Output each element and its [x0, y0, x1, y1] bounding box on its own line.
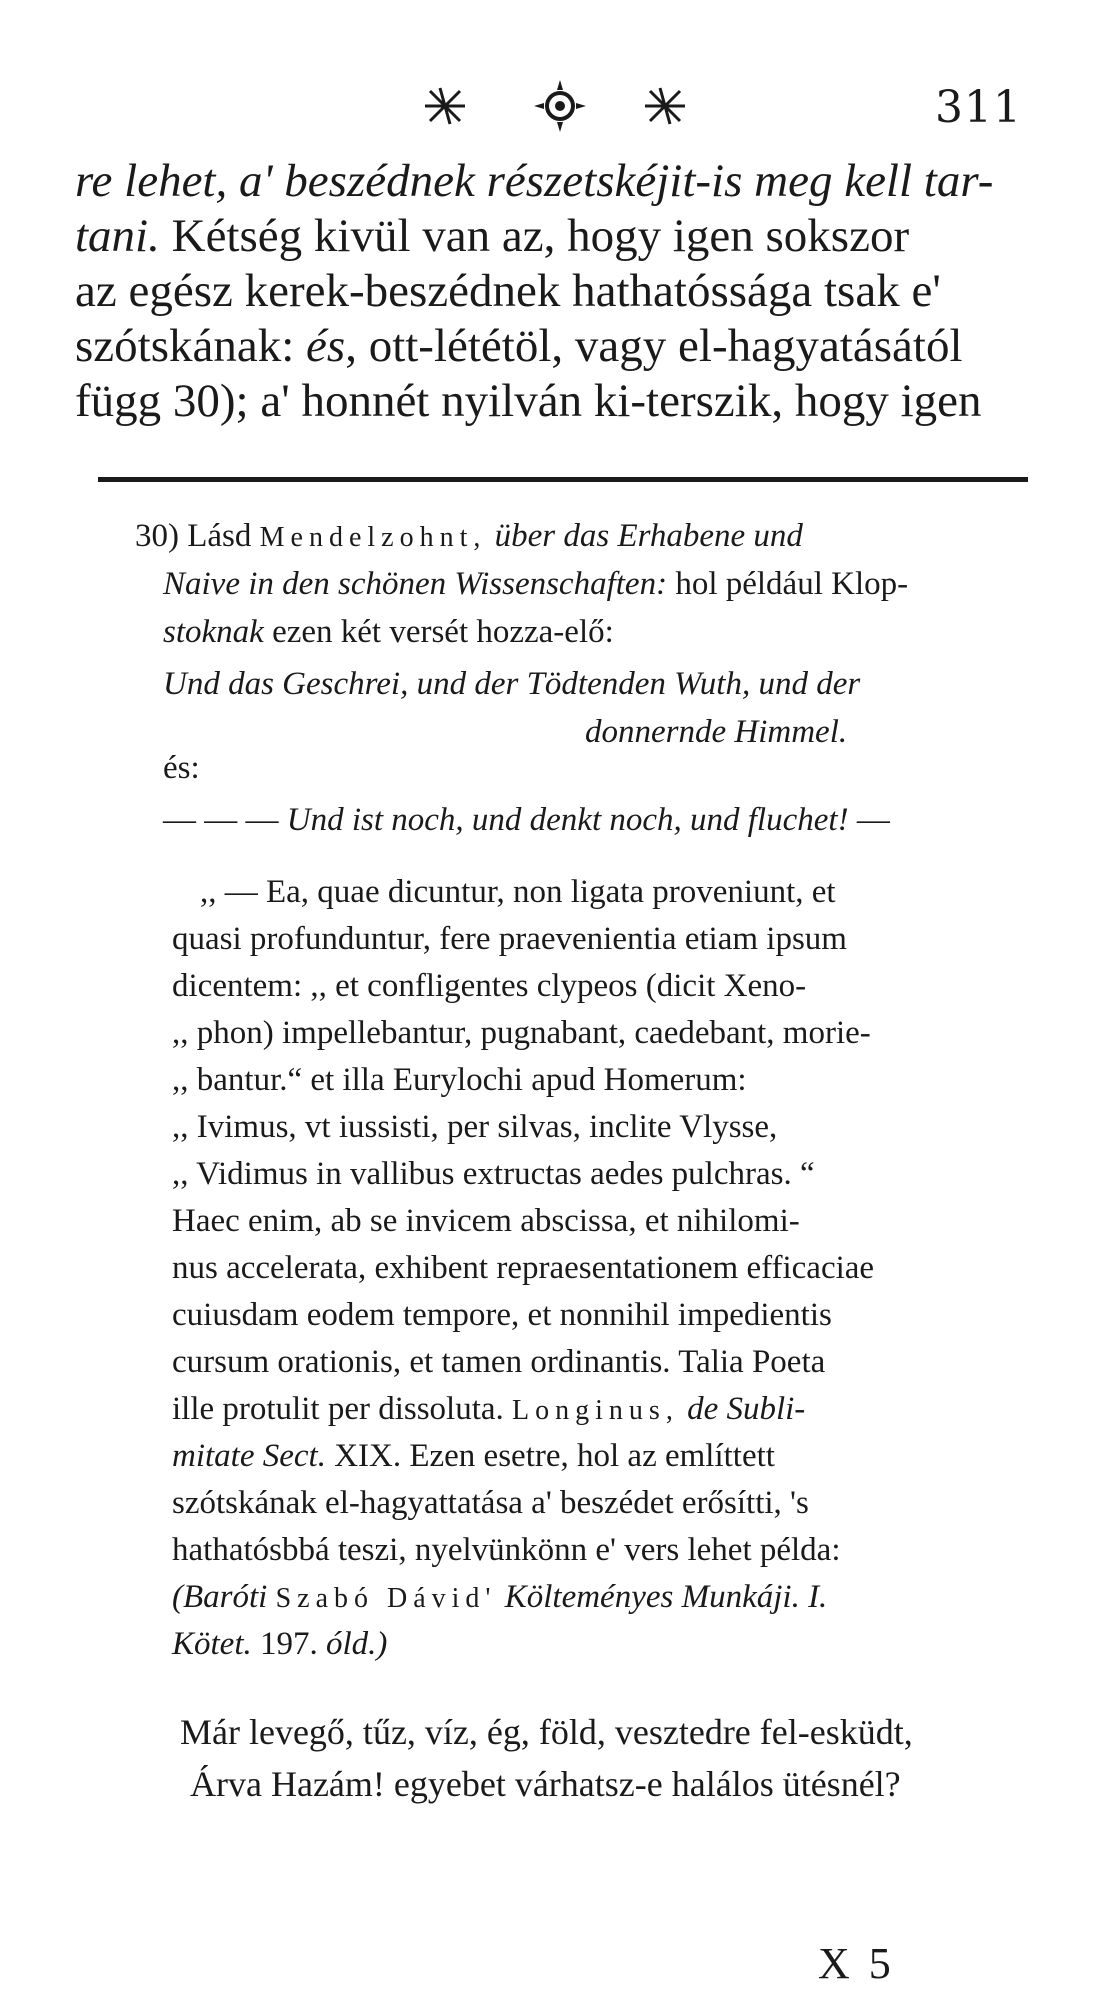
footnote-rule — [98, 477, 1028, 482]
main-line-1 — [75, 155, 994, 207]
main-line-1-text: re lehet, a' beszédnek részetskéjit-is meg kell tar- — [75, 155, 994, 207]
footnote-verse-2-dashes: — — — — [163, 802, 279, 838]
latin-line-13 — [172, 1438, 775, 1475]
latin-line-16 — [172, 1579, 827, 1616]
latin-line-4: ,, phon) impellebantur, pugnabant, caedebant, morie- — [172, 1015, 871, 1051]
main-line-4-italic: és — [306, 320, 346, 372]
latin-line-8: Haec enim, ab se invicem abscissa, et nihilomi- — [172, 1203, 800, 1239]
latin-line-1: ,, — Ea, quae dicuntur, non ligata proveniunt, et — [200, 874, 836, 910]
footnote-line-2-rest: hol például Klop- — [667, 566, 909, 602]
main-line-3 — [75, 265, 941, 317]
latin-line-2: quasi profunduntur, fere praevenientia etiam ipsum — [172, 921, 847, 957]
latin-line-12-a: ille protulit per dissoluta. — [172, 1391, 504, 1427]
footnote-line-3-rest: ezen két versét hozza-elő: — [263, 614, 614, 650]
footnote-line-3 — [163, 616, 614, 649]
latin-line-9: nus accelerata, exhibent repraesentationem efficaciae — [172, 1250, 875, 1286]
printer-signature-mark: X 5 — [818, 1939, 895, 1988]
footnote-marker: 30) Lásd — [135, 518, 252, 554]
main-line-2-text: Kétség kivül van az, hogy igen sokszor — [159, 210, 910, 262]
latin-line-14: szótskának el-hagyattatása a' beszédet erősítti, 's — [172, 1485, 809, 1521]
latin-line-16-a: (Baróti — [172, 1579, 268, 1615]
footnote-line-2 — [163, 568, 908, 601]
footnote-line-1 — [135, 520, 803, 553]
footnote-verse-2-text: Und ist noch, und denkt noch, und fluchet! — [286, 802, 849, 838]
page-number: 311 — [935, 82, 1022, 133]
latin-line-12 — [172, 1391, 805, 1428]
latin-line-12-italic: de Subli- — [678, 1391, 806, 1427]
latin-line-17-rest: 197. — [251, 1626, 318, 1662]
decorative-ornament-icon — [420, 76, 720, 136]
footnote-verse-1-cont: donnernde Himmel. — [585, 714, 848, 750]
closing-verse-1: Már levegő, tűz, víz, ég, föld, vesztedre fel-esküdt, — [180, 1712, 913, 1752]
latin-line-3: dicentem: ,, et confligentes clypeos (dicit Xeno- — [172, 968, 807, 1004]
main-line-5 — [75, 375, 982, 427]
main-line-2-italic: tani. — [75, 210, 160, 262]
main-line-3-text: az egész kerek-beszédnek hathatóssága tsak e' — [75, 265, 941, 317]
latin-line-13-italic: mitate Sect. — [172, 1438, 326, 1474]
latin-line-17-italic: Kötet. — [172, 1626, 252, 1662]
footnote-line-2-italic: Naive in den schönen Wissenschaften: — [163, 566, 668, 602]
main-line-4 — [75, 320, 963, 372]
latin-line-12-author: Longinus, — [512, 1395, 679, 1426]
closing-verse-2: Árva Hazám! egyebet várhatsz-e halálos ütésnél? — [190, 1764, 901, 1804]
footnote-line-3-italic: stoknak — [163, 614, 264, 650]
footnote-verse-2 — [163, 804, 890, 837]
main-line-5-text: függ 30); a' honnét nyilván ki-terszik, hogy igen — [75, 375, 982, 427]
latin-line-6: ,, Ivimus, vt iussisti, per silvas, inclite Vlysse, — [172, 1109, 778, 1145]
latin-line-17-end: óld.) — [317, 1626, 388, 1662]
footnote-verse-1: Und das Geschrei, und der Tödtenden Wuth, und der — [163, 666, 861, 702]
latin-line-13-rest: XIX. Ezen esetre, hol az említtett — [325, 1438, 775, 1474]
main-line-4-a: szótskának: — [75, 320, 307, 372]
footnote-verse-2-end: — — [856, 802, 890, 838]
latin-line-15: hathatósbbá teszi, nyelvünkönn e' vers lehet példa: — [172, 1532, 841, 1568]
footnote-es: és: — [163, 750, 200, 786]
main-line-2 — [75, 210, 910, 262]
latin-line-10: cuiusdam eodem tempore, et nonnihil impedientis — [172, 1297, 832, 1333]
latin-line-7: ,, Vidimus in vallibus extructas aedes pulchras. “ — [172, 1156, 815, 1192]
main-line-4-b: , ott-lététöl, vagy el-hagyatásától — [345, 320, 963, 372]
latin-line-16-c: Költeményes Munkáji. I. — [496, 1579, 828, 1615]
latin-line-5: ,, bantur.“ et illa Eurylochi apud Homerum: — [172, 1062, 747, 1098]
footnote-line-1-rest: über das Erhabene und — [486, 518, 803, 554]
latin-line-16-author: Szabó Dávid' — [275, 1583, 497, 1614]
page-header — [0, 70, 1115, 140]
footnote-author: Mendelzohnt, — [259, 522, 487, 553]
latin-line-11: cursum orationis, et tamen ordinantis. Talia Poeta — [172, 1344, 826, 1380]
latin-line-17 — [172, 1626, 387, 1663]
